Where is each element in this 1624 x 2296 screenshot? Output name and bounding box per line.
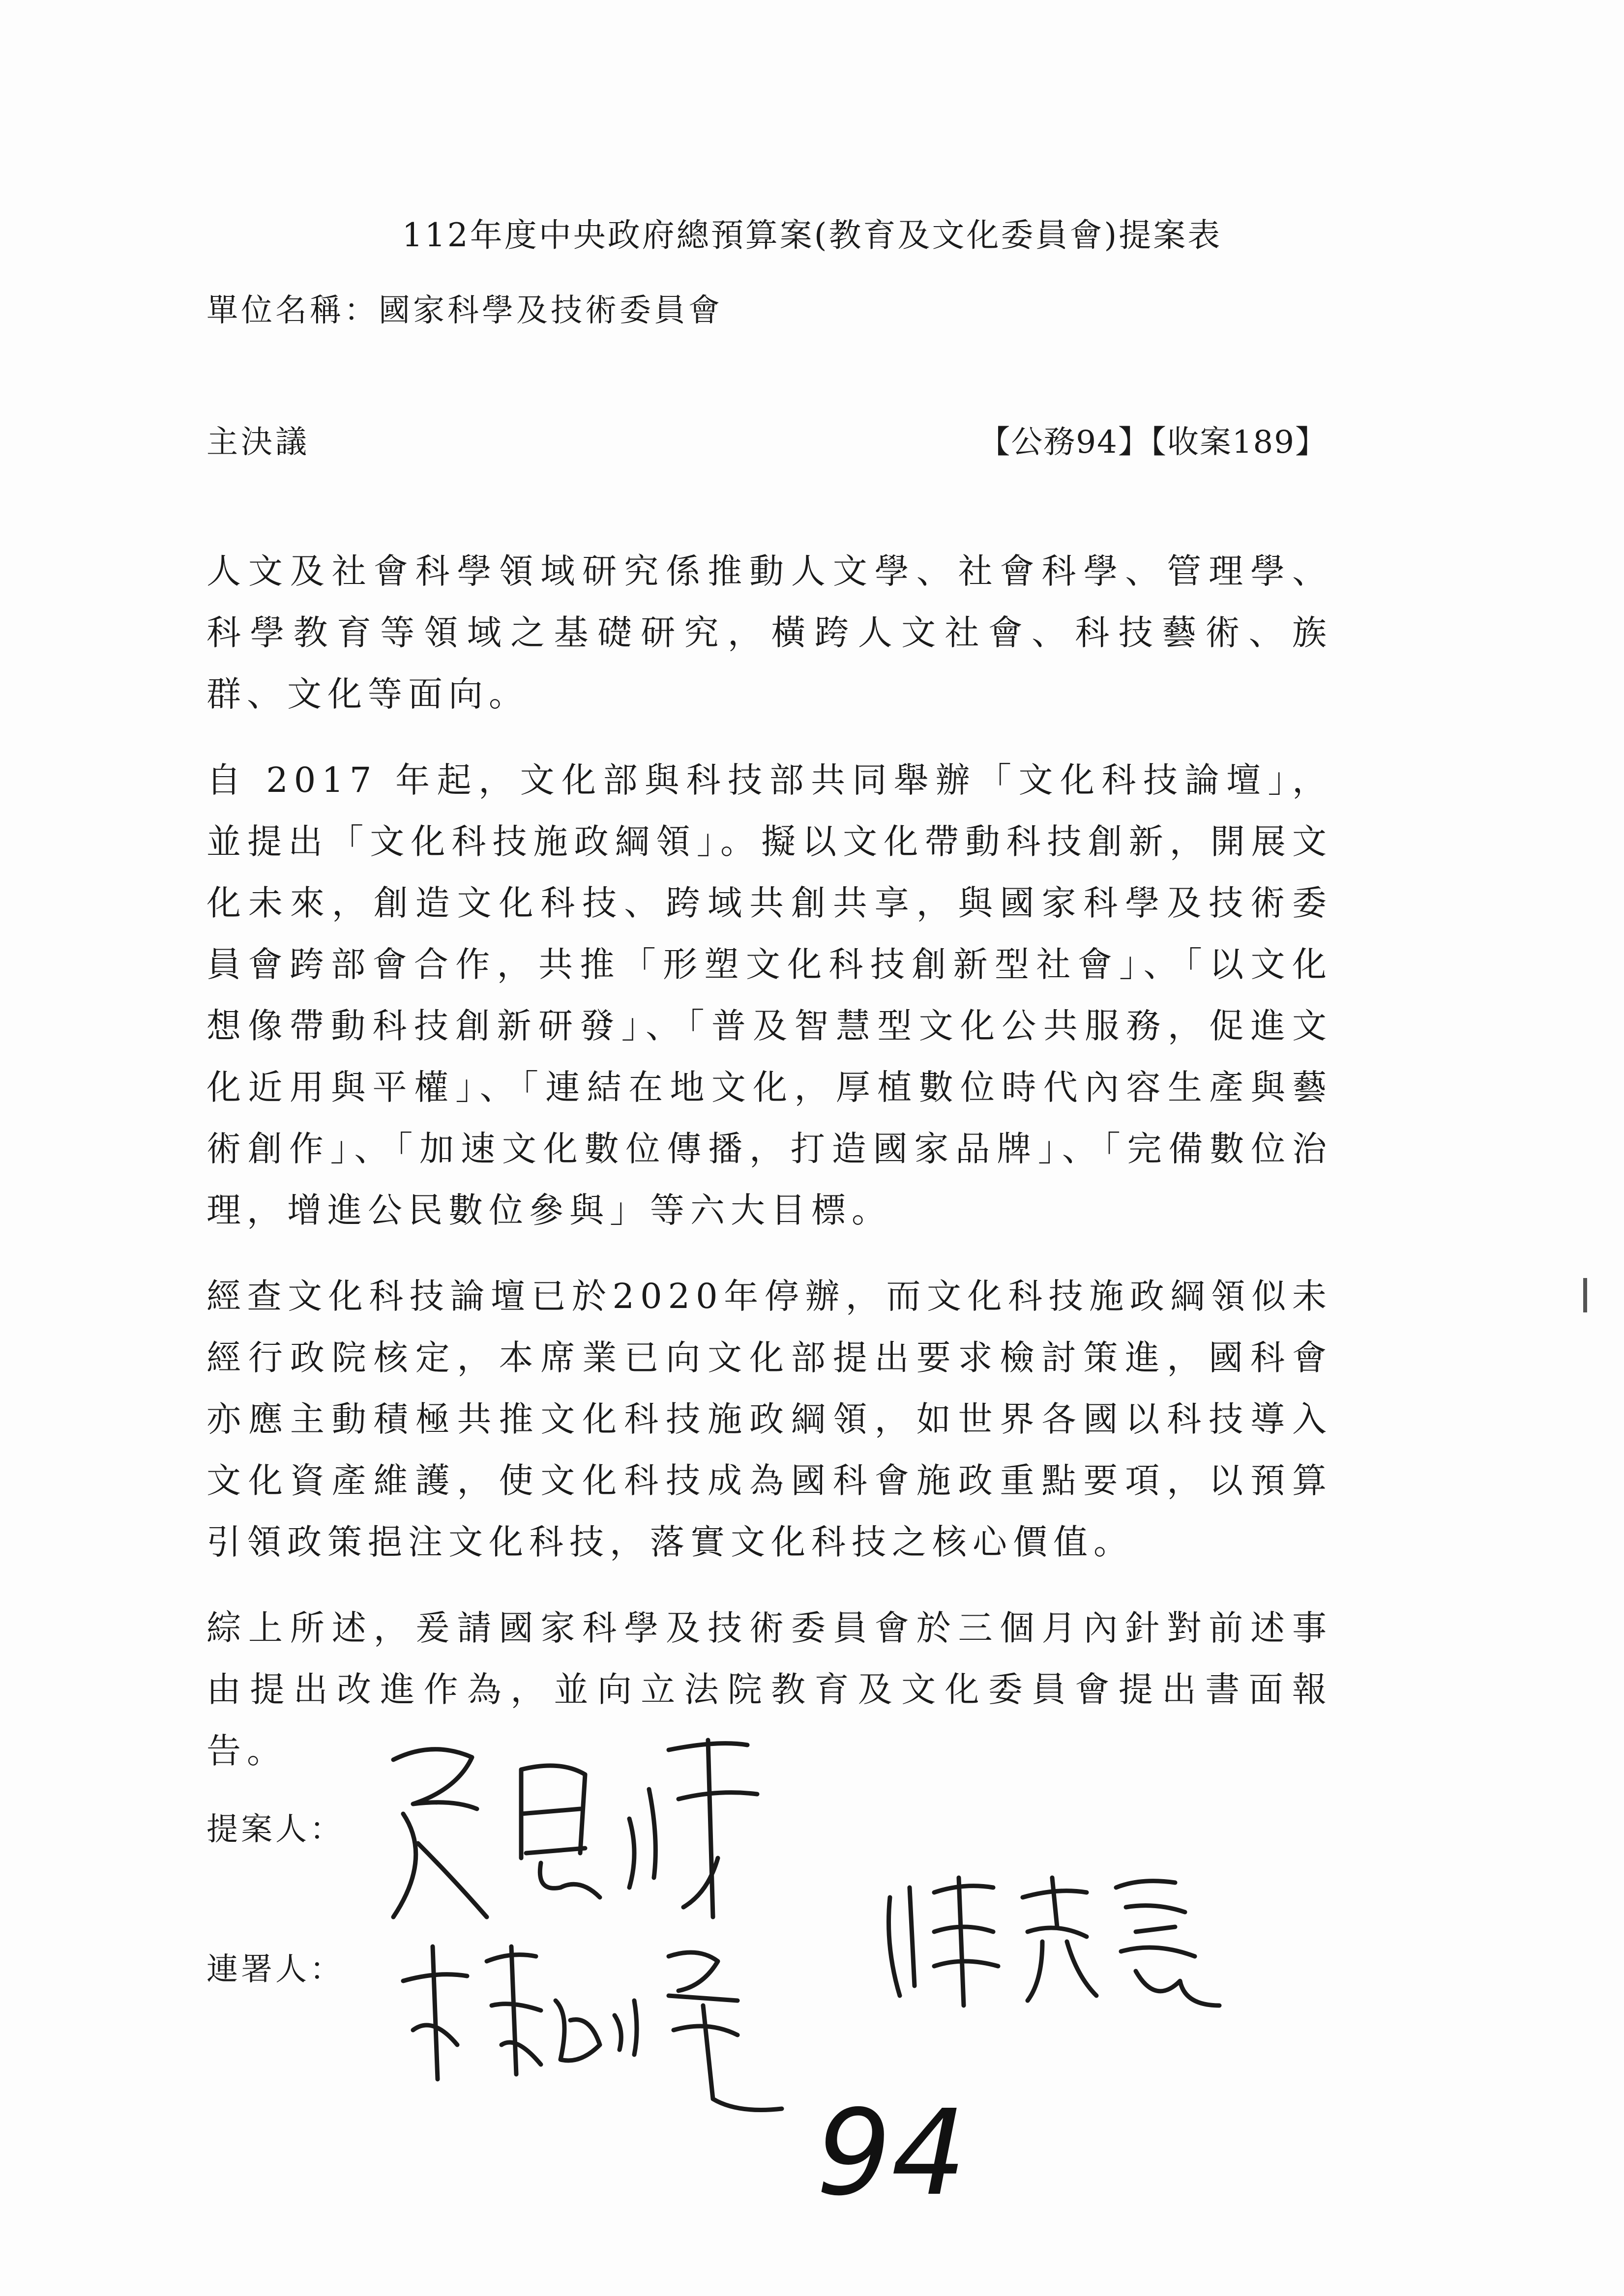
case-tags: 【公務94】【收案189】 [978, 424, 1328, 461]
decision-label: 主決議 [207, 424, 310, 461]
paragraph-3: 經查文化科技論壇已於2020年停辦，而文化科技施政綱領似未經行政院核定，本席業已向文化部提出要求檢討策進，國科會亦應主動積極共推文化科技施政綱領，如世界各國以科技導入文化資產維護，使文化科技成為國科會施政重點要項，以預算引領政策挹注文化科技，落實文化科技之核心價值。 [207, 1276, 1332, 1562]
unit-name: 單位名稱：國家科學及技術委員會 [207, 292, 723, 329]
proposer-label: 提案人： [207, 1811, 344, 1848]
paragraph-4: 綜上所述，爰請國家科學及技術委員會於三個月內針對前述事由提出改進作為，並向立法院教育及文化委員會提出書面報告。 [207, 1608, 1332, 1771]
cosigner-label: 連署人： [207, 1951, 344, 1988]
document-title: 112年度中央政府總預算案(教育及文化委員會)提案表 [402, 216, 1222, 254]
proposal-body [207, 541, 1332, 1806]
scan-mark [1583, 1278, 1587, 1312]
cosigner-signature-2 [880, 1858, 1234, 2025]
page-number: 94 [816, 2084, 967, 2222]
proposer-signature [374, 1730, 797, 1937]
paragraph-1: 人文及社會科學領域研究係推動人文學、社會科學、管理學、科學教育等領域之基礎研究，橫跨人文社會、科技藝術、族群、文化等面向。 [207, 551, 1332, 714]
paragraph-2: 自 2017 年起，文化部與科技部共同舉辦「文化科技論壇」，並提出「文化科技施政綱領」。擬以文化帶動科技創新，開展文化未來，創造文化科技、跨域共創共享，與國家科學及技術委員會跨部會合作，共推「形塑文化科技創新型社會」、「以文化想像帶動科技創新研發」、「普及智慧型文化公共服務，促進文化近用與平權」、「連結在地文化，厚植數位時代內容生產與藝術創作」、「加速文化數位傳播，打造國家品牌」、「完備數位治理，增進公民數位參與」等六大目標。 [207, 760, 1332, 1230]
cosigner-signature-1 [393, 1917, 816, 2123]
